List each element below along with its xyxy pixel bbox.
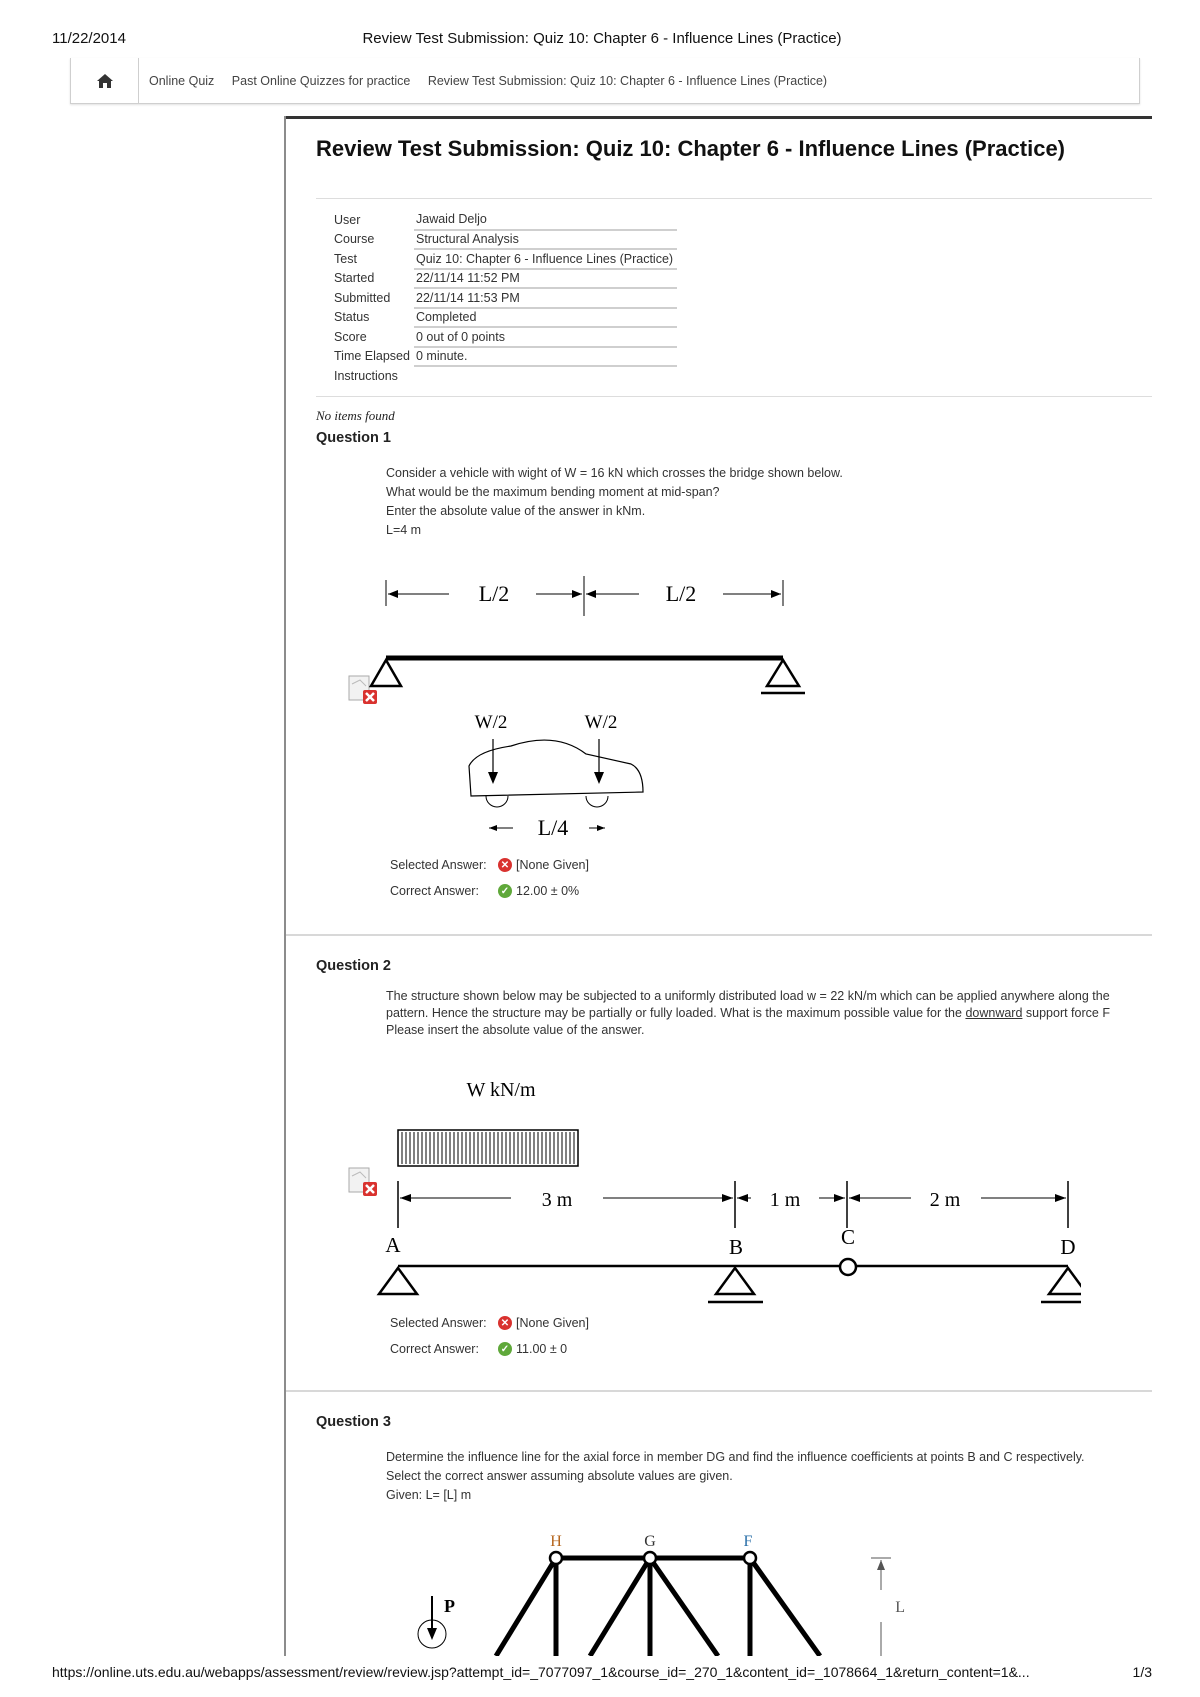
info-value: Structural Analysis bbox=[414, 230, 677, 250]
selected-answer-value: [None Given] bbox=[516, 858, 589, 872]
breadcrumb-past-quizzes[interactable]: Past Online Quizzes for practice bbox=[231, 74, 411, 88]
selected-answer-label: Selected Answer: bbox=[390, 1316, 487, 1330]
print-title: Review Test Submission: Quiz 10: Chapter 6 - Influence Lines (Practice) bbox=[362, 30, 842, 47]
span-label-left: L/2 bbox=[478, 581, 510, 606]
selected-answer-value: [None Given] bbox=[516, 1316, 589, 1330]
info-label: Time Elapsed bbox=[334, 349, 410, 364]
selected-answer-label: Selected Answer: bbox=[390, 858, 487, 872]
breadcrumb bbox=[70, 58, 1140, 104]
question-1-title: Question 1 bbox=[316, 430, 391, 446]
dim-label-1m: 1 m bbox=[769, 1189, 801, 1211]
pin-support-a bbox=[379, 1268, 417, 1294]
incorrect-mark-icon: ✕ bbox=[498, 1316, 512, 1330]
text-underline: downward bbox=[965, 1006, 1023, 1020]
info-top-separator bbox=[316, 198, 1152, 199]
info-value: 0 minute. bbox=[414, 347, 677, 367]
node-label-f: F bbox=[743, 1533, 753, 1550]
print-page-number: 1/3 bbox=[1132, 1664, 1152, 1680]
page-title-box bbox=[286, 116, 1152, 178]
load-label-rear: W/2 bbox=[584, 712, 618, 733]
udl-block bbox=[398, 1130, 578, 1166]
selected-answer-row bbox=[390, 852, 589, 878]
home-icon bbox=[96, 73, 114, 89]
print-url: https://online.uts.edu.au/webapps/assessment/review/review.jsp?attempt_id=_7077097_1&course_id=_270_1&content_id=_1078664_1&return_content=1&... bbox=[52, 1664, 1030, 1680]
selected-answer-row bbox=[390, 1310, 589, 1336]
height-label-l: L bbox=[895, 1599, 905, 1616]
question-2-answers bbox=[390, 1310, 589, 1362]
question-1-text bbox=[386, 464, 843, 540]
node-label-a: A bbox=[385, 1233, 401, 1257]
node-label-g: G bbox=[644, 1533, 656, 1550]
question-3-text bbox=[386, 1448, 1085, 1505]
load-label-p: P bbox=[444, 1596, 455, 1616]
info-row-user bbox=[332, 210, 677, 230]
question-text-line: Given: L= [L] m bbox=[386, 1488, 472, 1502]
correct-answer-value: 12.00 ± 0% bbox=[516, 884, 580, 898]
print-header bbox=[52, 30, 1152, 50]
question-text-line: Determine the influence line for the axial force in member DG and find the influence coefficients at points B and C respectively. bbox=[386, 1450, 1085, 1464]
info-row-test bbox=[332, 249, 677, 269]
info-row-started bbox=[332, 269, 677, 289]
question-2-text bbox=[386, 988, 1150, 1039]
check-mark-icon: ✓ bbox=[498, 884, 512, 898]
hinge-c bbox=[840, 1259, 856, 1275]
node-label-b: B bbox=[728, 1235, 744, 1259]
info-row-submitted bbox=[332, 288, 677, 308]
udl-label: W kN/m bbox=[466, 1079, 536, 1101]
submission-info-table bbox=[332, 210, 677, 386]
info-label: User bbox=[334, 212, 361, 227]
correct-answer-label: Correct Answer: bbox=[390, 1342, 479, 1356]
info-value: 0 out of 0 points bbox=[414, 327, 677, 347]
info-label: Submitted bbox=[334, 290, 391, 305]
info-value: 22/11/14 11:53 PM bbox=[414, 288, 677, 308]
info-value: Jawaid Deljo bbox=[414, 210, 677, 230]
question-divider bbox=[286, 934, 1152, 936]
info-value bbox=[414, 366, 677, 386]
info-label: Test bbox=[334, 251, 357, 266]
dim-label-3m: 3 m bbox=[541, 1189, 573, 1211]
correct-answer-row bbox=[390, 878, 589, 904]
info-label: Started bbox=[334, 271, 375, 286]
page-title: Review Test Submission: Quiz 10: Chapter 6 - Influence Lines (Practice) bbox=[316, 136, 1065, 161]
info-row-status bbox=[332, 308, 677, 328]
question-text-line: Enter the absolute value of the answer in kNm. bbox=[386, 504, 646, 518]
span-label-right: L/2 bbox=[665, 581, 697, 606]
info-row-course bbox=[332, 230, 677, 250]
text-segment: pattern. Hence the structure may be partially or fully loaded. What is the maximum possible value for the bbox=[386, 1006, 966, 1020]
question-divider bbox=[286, 1390, 1152, 1392]
node-label-c: C bbox=[840, 1225, 856, 1249]
question-text-line: Select the correct answer assuming absolute values are given. bbox=[386, 1469, 733, 1483]
info-label: Status bbox=[334, 310, 370, 325]
info-row-score bbox=[332, 327, 677, 347]
correct-answer-label: Correct Answer: bbox=[390, 884, 479, 898]
question-1-answers bbox=[390, 852, 589, 904]
correct-answer-row bbox=[390, 1336, 589, 1362]
question-3-diagram bbox=[346, 1524, 906, 1656]
check-mark-icon: ✓ bbox=[498, 1342, 512, 1356]
incorrect-mark-icon: ✕ bbox=[498, 858, 512, 872]
question-text-line: L=4 m bbox=[386, 523, 422, 537]
info-value: 22/11/14 11:52 PM bbox=[414, 269, 677, 289]
node-label-h: H bbox=[550, 1533, 562, 1550]
question-text-line: The structure shown below may be subjected to a uniformly distributed load w = 22 kN/m which can be applied anywhere along the bbox=[386, 989, 1110, 1003]
question-text-line bbox=[386, 1005, 1150, 1022]
info-row-instructions bbox=[332, 366, 677, 386]
question-1-diagram bbox=[361, 556, 841, 856]
roller-support-d bbox=[1049, 1268, 1081, 1294]
correct-answer-value: 11.00 ± 0 bbox=[516, 1342, 568, 1356]
load-label-front: W/2 bbox=[474, 712, 508, 733]
question-3-title: Question 3 bbox=[316, 1414, 391, 1430]
question-text-line: Consider a vehicle with wight of W = 16 kN which crosses the bridge shown below. bbox=[386, 466, 843, 480]
print-date: 11/22/2014 bbox=[52, 30, 126, 47]
main-content bbox=[284, 116, 1150, 1656]
info-value: Completed bbox=[414, 308, 677, 328]
info-label: Course bbox=[334, 232, 375, 247]
breadcrumb-items bbox=[149, 74, 841, 88]
no-items-message: No items found bbox=[316, 408, 395, 423]
text-segment: support force F bbox=[1022, 1006, 1110, 1020]
question-2-title: Question 2 bbox=[316, 958, 391, 974]
question-text-line: What would be the maximum bending moment at mid-span? bbox=[386, 485, 720, 499]
info-bottom-separator bbox=[316, 396, 1152, 397]
axle-spacing-label: L/4 bbox=[537, 815, 569, 840]
home-button[interactable] bbox=[71, 58, 139, 103]
question-text-line: Please insert the absolute value of the answer. bbox=[386, 1023, 645, 1037]
info-label: Score bbox=[334, 329, 367, 344]
roller-support-b bbox=[716, 1268, 754, 1294]
info-value: Quiz 10: Chapter 6 - Influence Lines (Practice) bbox=[414, 249, 677, 269]
breadcrumb-online-quiz[interactable]: Online Quiz bbox=[149, 74, 215, 88]
node-label-d: D bbox=[1060, 1235, 1076, 1259]
info-row-time-elapsed bbox=[332, 347, 677, 367]
dim-label-2m: 2 m bbox=[929, 1189, 961, 1211]
roller-support bbox=[767, 660, 799, 686]
vehicle-icon bbox=[469, 740, 643, 796]
pin-support bbox=[371, 660, 401, 686]
breadcrumb-current: Review Test Submission: Quiz 10: Chapter 6 - Influence Lines (Practice) bbox=[427, 74, 828, 88]
question-2-diagram bbox=[371, 1066, 1081, 1336]
info-label: Instructions bbox=[334, 368, 398, 383]
